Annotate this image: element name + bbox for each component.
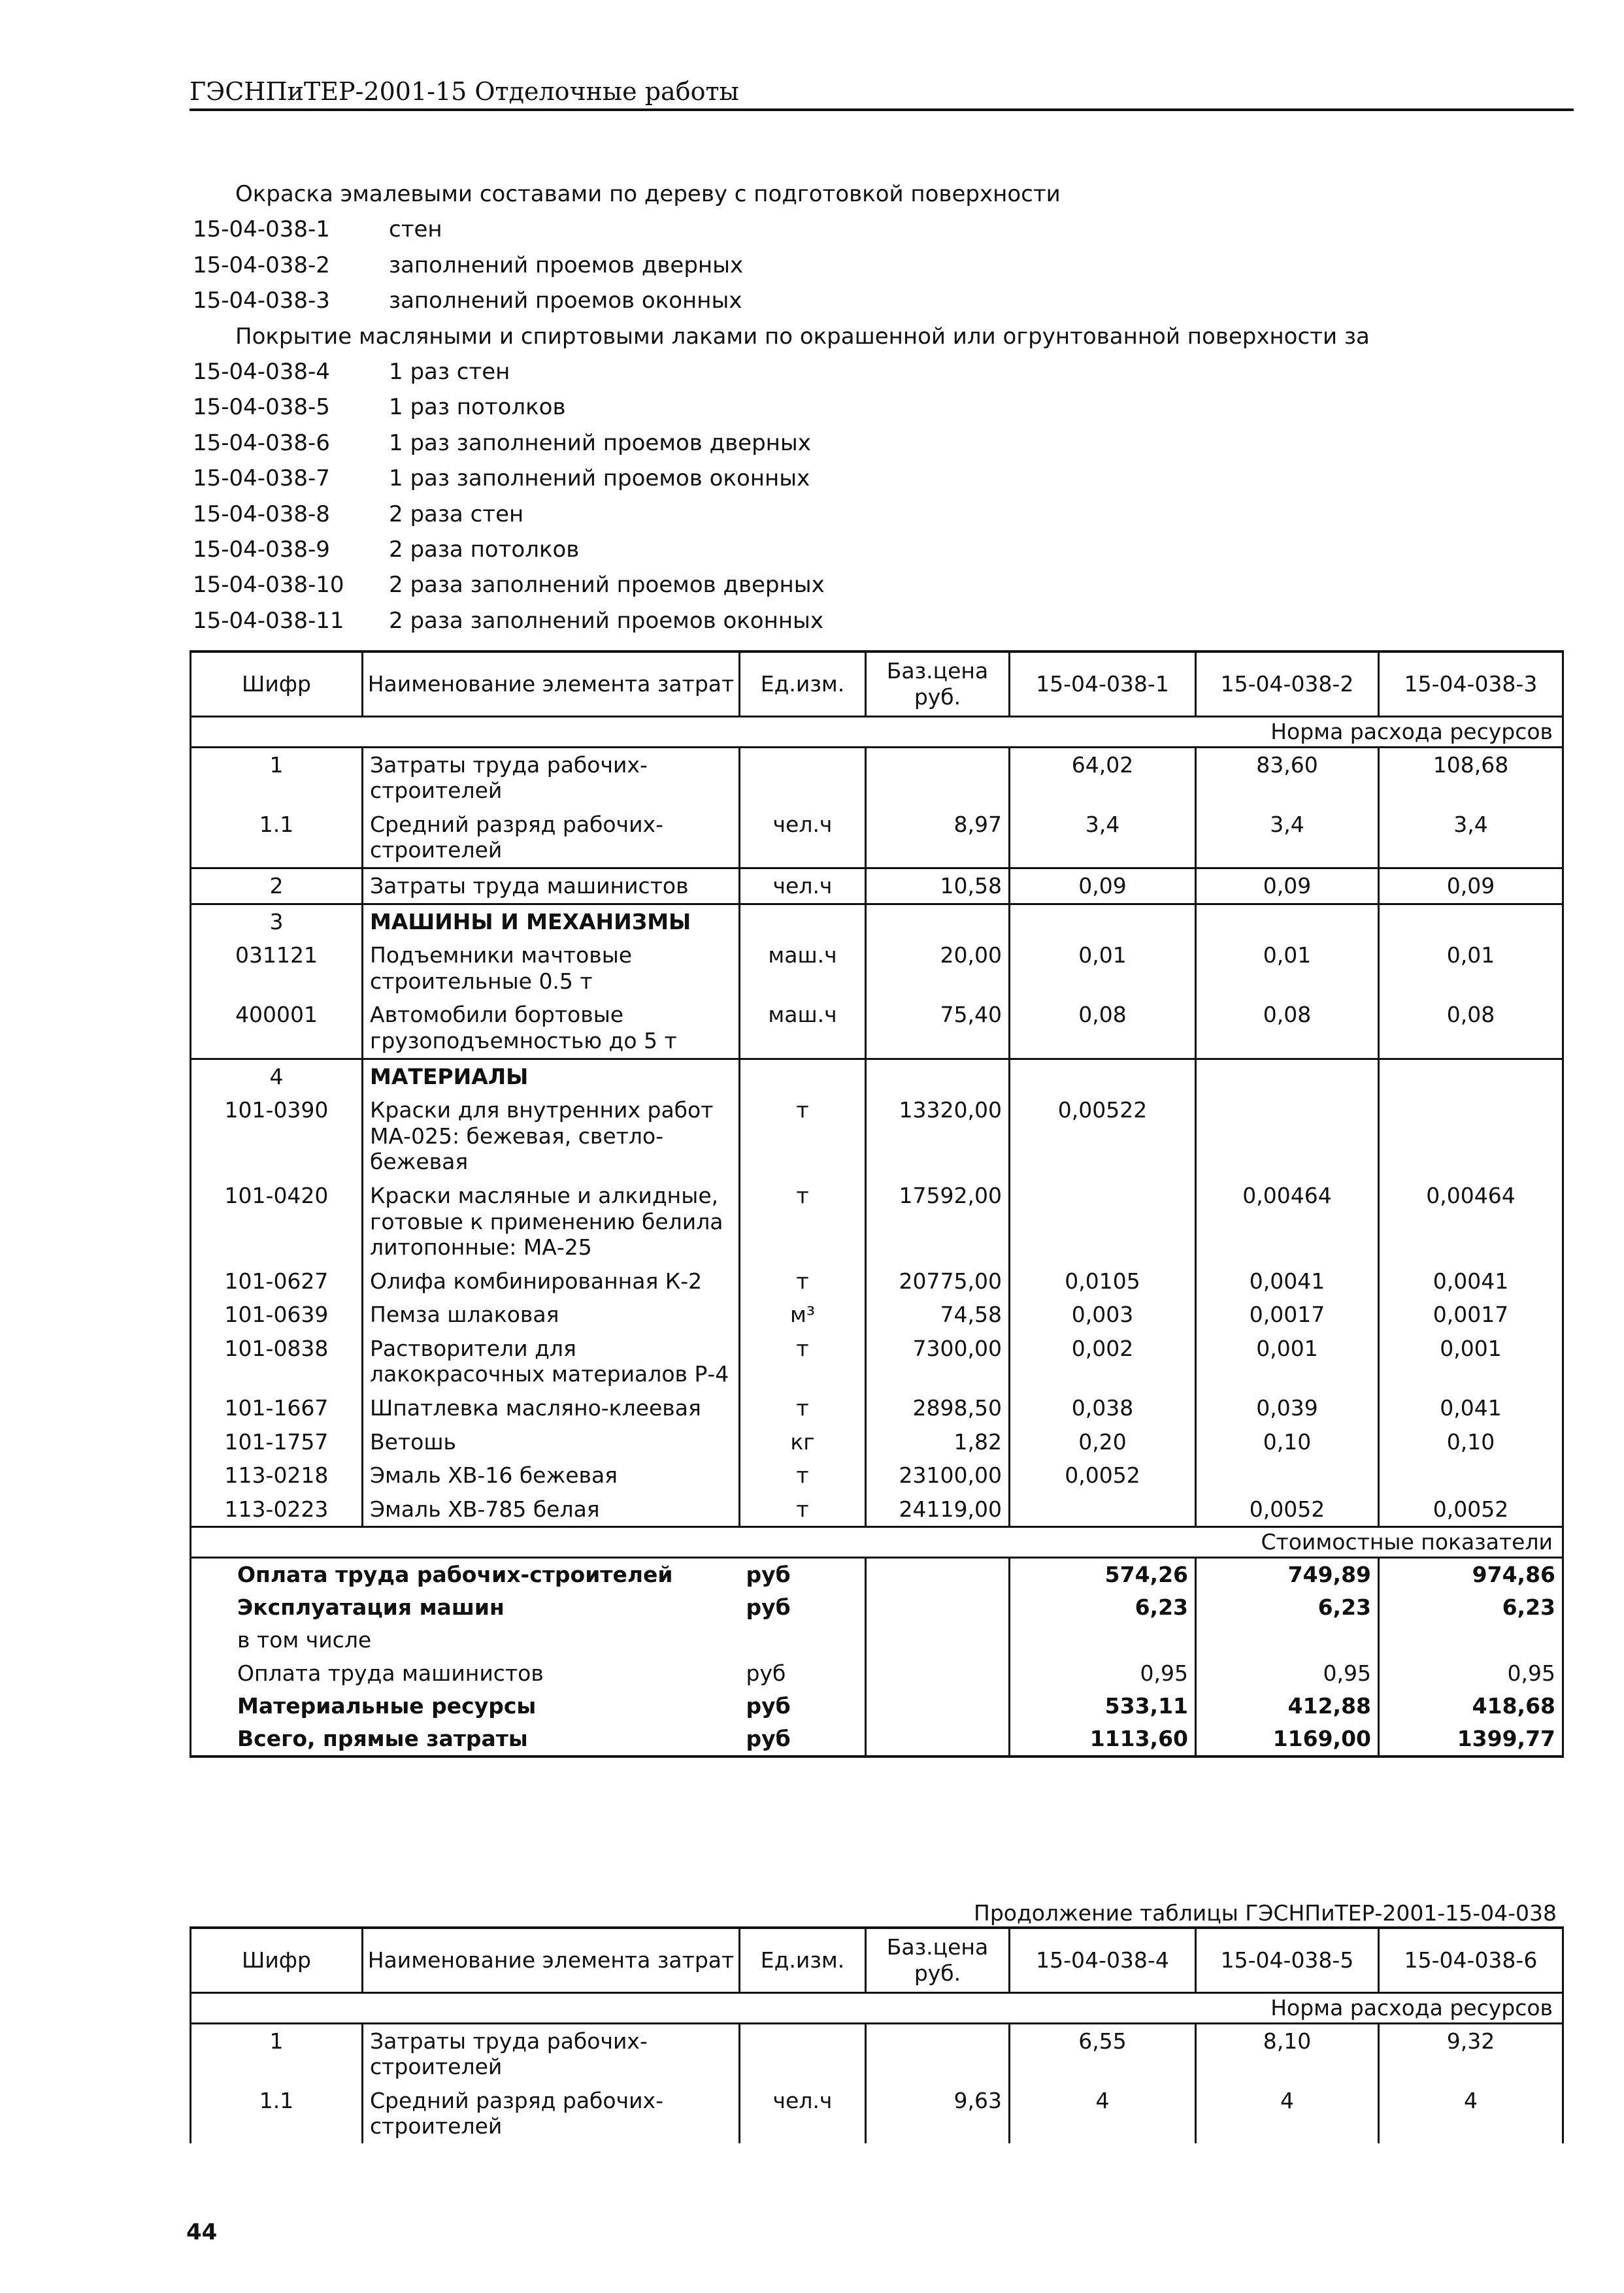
row-price bbox=[866, 747, 1010, 808]
cost-price bbox=[866, 1723, 1010, 1757]
cost-value: 0,95 bbox=[1379, 1657, 1563, 1690]
header-rule bbox=[190, 108, 1574, 111]
resource-table-continued bbox=[190, 1926, 1564, 2143]
table-body bbox=[191, 2023, 1563, 2143]
row-code: 101-1667 bbox=[191, 1391, 363, 1425]
table-row bbox=[191, 868, 1563, 904]
intro-code: 15-04-038-7 bbox=[193, 465, 330, 492]
row-value: 0,08 bbox=[1196, 998, 1379, 1059]
row-name: Эмаль ХВ-785 белая bbox=[363, 1493, 740, 1527]
cost-value: 1113,60 bbox=[1010, 1723, 1196, 1757]
intro-item bbox=[193, 532, 1370, 567]
row-value: 3,4 bbox=[1379, 808, 1563, 868]
intro-code: 15-04-038-4 bbox=[193, 359, 330, 386]
table-row bbox=[191, 1264, 1563, 1298]
row-price: 20775,00 bbox=[866, 1264, 1010, 1298]
row-value: 6,55 bbox=[1010, 2023, 1196, 2084]
table-row bbox=[191, 2023, 1563, 2084]
row-unit: чел.ч bbox=[740, 808, 866, 868]
row-code: 101-0390 bbox=[191, 1093, 363, 1179]
row-value bbox=[1196, 1093, 1379, 1179]
row-unit: кг bbox=[740, 1425, 866, 1459]
row-unit: т bbox=[740, 1332, 866, 1391]
continuation-caption: Продолжение таблицы ГЭСНПиТЕР-2001-15-04-038 bbox=[974, 1900, 1557, 1926]
row-value: 0,002 bbox=[1010, 1332, 1196, 1391]
row-price: 20,00 bbox=[866, 938, 1010, 998]
row-unit: т bbox=[740, 1493, 866, 1527]
row-value: 0,0052 bbox=[1196, 1493, 1379, 1527]
table-row bbox=[191, 2084, 1563, 2143]
row-name: МАШИНЫ И МЕХАНИЗМЫ bbox=[363, 904, 740, 938]
intro-text: 1 раз заполнений проемов оконных bbox=[389, 465, 810, 492]
row-price bbox=[866, 1059, 1010, 1093]
cost-value: 6,23 bbox=[1379, 1591, 1563, 1624]
row-code: 113-0223 bbox=[191, 1493, 363, 1527]
cost-unit: руб bbox=[740, 1690, 866, 1723]
cost-body bbox=[191, 1558, 1563, 1757]
row-name: Затраты труда рабочих-строителей bbox=[363, 2023, 740, 2084]
cost-label-row bbox=[191, 1527, 1563, 1558]
row-value: 0,041 bbox=[1379, 1391, 1563, 1425]
cost-row bbox=[191, 1690, 1563, 1723]
row-unit: т bbox=[740, 1093, 866, 1179]
row-value: 0,0041 bbox=[1196, 1264, 1379, 1298]
row-value: 0,0105 bbox=[1010, 1264, 1196, 1298]
row-unit: т bbox=[740, 1179, 866, 1264]
row-value: 0,01 bbox=[1196, 938, 1379, 998]
table-row bbox=[191, 1332, 1563, 1391]
intro-text: 1 раз заполнений проемов дверных bbox=[389, 429, 811, 456]
table-header-row bbox=[191, 1928, 1563, 1993]
row-price bbox=[866, 2023, 1010, 2084]
row-value: 0,0052 bbox=[1010, 1459, 1196, 1493]
row-value bbox=[1379, 1093, 1563, 1179]
row-value: 0,01 bbox=[1379, 938, 1563, 998]
intro-code: 15-04-038-1 bbox=[193, 216, 330, 243]
row-code: 101-1757 bbox=[191, 1425, 363, 1459]
row-value: 0,01 bbox=[1010, 938, 1196, 998]
cost-value bbox=[1010, 1624, 1196, 1657]
row-value: 0,0052 bbox=[1379, 1493, 1563, 1527]
intro-item bbox=[193, 461, 1370, 496]
intro-code: 15-04-038-9 bbox=[193, 536, 330, 563]
row-price: 7300,00 bbox=[866, 1332, 1010, 1391]
intro-code: 15-04-038-5 bbox=[193, 394, 330, 421]
table-row bbox=[191, 1459, 1563, 1493]
table-row bbox=[191, 808, 1563, 868]
cost-value bbox=[1196, 1624, 1379, 1657]
row-unit: т bbox=[740, 1459, 866, 1493]
row-value: 8,10 bbox=[1196, 2023, 1379, 2084]
row-value: 0,09 bbox=[1196, 868, 1379, 904]
row-code: 400001 bbox=[191, 998, 363, 1059]
row-name: Затраты труда рабочих-строителей bbox=[363, 747, 740, 808]
row-price: 10,58 bbox=[866, 868, 1010, 904]
cost-value: 749,89 bbox=[1196, 1558, 1379, 1592]
cost-price bbox=[866, 1690, 1010, 1723]
intro-heading-1: Окраска эмалевыми составами по дереву с подготовкой поверхности bbox=[235, 181, 1061, 207]
row-value: 0,20 bbox=[1010, 1425, 1196, 1459]
cost-label-cell: в том числе bbox=[191, 1624, 740, 1657]
cost-row bbox=[191, 1591, 1563, 1624]
row-name: МАТЕРИАЛЫ bbox=[363, 1059, 740, 1093]
table-row bbox=[191, 747, 1563, 808]
row-value bbox=[1010, 1493, 1196, 1527]
cost-label-cell: Материальные ресурсы bbox=[191, 1690, 740, 1723]
table-row bbox=[191, 1425, 1563, 1459]
table-body bbox=[191, 747, 1563, 1527]
row-name: Подъемники мачтовые строительные 0.5 т bbox=[363, 938, 740, 998]
row-value bbox=[1196, 904, 1379, 938]
intro-text: 2 раза заполнений проемов дверных bbox=[389, 572, 825, 599]
cost-unit bbox=[740, 1624, 866, 1657]
row-code: 101-0627 bbox=[191, 1264, 363, 1298]
row-price: 13320,00 bbox=[866, 1093, 1010, 1179]
row-value: 0,001 bbox=[1196, 1332, 1379, 1391]
intro-item bbox=[193, 354, 1370, 389]
row-code: 101-0420 bbox=[191, 1179, 363, 1264]
row-code: 113-0218 bbox=[191, 1459, 363, 1493]
col-header: Баз.цена руб. bbox=[866, 1928, 1010, 1993]
cost-value: 974,86 bbox=[1379, 1558, 1563, 1592]
row-price: 24119,00 bbox=[866, 1493, 1010, 1527]
cost-unit: руб bbox=[740, 1723, 866, 1757]
cost-row bbox=[191, 1723, 1563, 1757]
row-name: Краски масляные и алкидные, готовые к применению белила литопонные: МА-25 bbox=[363, 1179, 740, 1264]
cost-row bbox=[191, 1657, 1563, 1690]
row-value: 0,038 bbox=[1010, 1391, 1196, 1425]
row-code: 3 bbox=[191, 904, 363, 938]
cost-label-cell: Всего, прямые затраты bbox=[191, 1723, 740, 1757]
col-header: Наименование элемента затрат bbox=[363, 652, 740, 717]
row-code: 101-0838 bbox=[191, 1332, 363, 1391]
intro-item bbox=[193, 425, 1370, 461]
row-name: Затраты труда машинистов bbox=[363, 868, 740, 904]
row-code: 1 bbox=[191, 747, 363, 808]
row-value: 3,4 bbox=[1010, 808, 1196, 868]
cost-row bbox=[191, 1558, 1563, 1592]
cost-value: 1399,77 bbox=[1379, 1723, 1563, 1757]
intro-item bbox=[193, 212, 1370, 247]
row-value bbox=[1379, 1459, 1563, 1493]
row-value: 4 bbox=[1010, 2084, 1196, 2143]
row-value: 0,10 bbox=[1379, 1425, 1563, 1459]
row-value: 0,09 bbox=[1379, 868, 1563, 904]
norm-label-row bbox=[191, 717, 1563, 748]
table-row bbox=[191, 998, 1563, 1059]
intro-text: заполнений проемов дверных bbox=[389, 252, 744, 278]
row-value: 0,0017 bbox=[1379, 1298, 1563, 1332]
row-value: 108,68 bbox=[1379, 747, 1563, 808]
cost-value: 0,95 bbox=[1010, 1657, 1196, 1690]
row-code: 101-0639 bbox=[191, 1298, 363, 1332]
table-row bbox=[191, 1059, 1563, 1093]
col-header: 15-04-038-3 bbox=[1379, 652, 1563, 717]
intro-text: стен bbox=[389, 216, 442, 243]
intro-text: 2 раза заполнений проемов оконных bbox=[389, 607, 824, 634]
row-value: 83,60 bbox=[1196, 747, 1379, 808]
row-name: Растворители для лакокрасочных материалов Р-4 bbox=[363, 1332, 740, 1391]
row-price: 74,58 bbox=[866, 1298, 1010, 1332]
cost-label: Стоимостные показатели bbox=[191, 1527, 1563, 1558]
row-value: 0,00464 bbox=[1196, 1179, 1379, 1264]
row-code: 4 bbox=[191, 1059, 363, 1093]
cost-label-cell: Оплата труда машинистов bbox=[191, 1657, 740, 1690]
row-value: 0,039 bbox=[1196, 1391, 1379, 1425]
cost-value: 0,95 bbox=[1196, 1657, 1379, 1690]
row-price bbox=[866, 904, 1010, 938]
intro-code: 15-04-038-11 bbox=[193, 607, 344, 634]
table-row bbox=[191, 904, 1563, 938]
intro-heading-2: Покрытие масляными и спиртовыми лаками по окрашенной или огрунтованной поверхности за bbox=[235, 323, 1370, 350]
table-row bbox=[191, 1298, 1563, 1332]
row-code: 1.1 bbox=[191, 808, 363, 868]
col-header: Ед.изм. bbox=[740, 652, 866, 717]
table-row bbox=[191, 1093, 1563, 1179]
row-name: Автомобили бортовые грузоподъемностью до 5 т bbox=[363, 998, 740, 1059]
cost-value: 1169,00 bbox=[1196, 1723, 1379, 1757]
row-unit bbox=[740, 1059, 866, 1093]
row-name: Ветошь bbox=[363, 1425, 740, 1459]
row-name: Олифа комбинированная К-2 bbox=[363, 1264, 740, 1298]
col-header: Шифр bbox=[191, 1928, 363, 1993]
norm-label-row bbox=[191, 1993, 1563, 2024]
row-unit: маш.ч bbox=[740, 998, 866, 1059]
row-value: 0,09 bbox=[1010, 868, 1196, 904]
intro-code: 15-04-038-3 bbox=[193, 288, 330, 314]
row-code: 2 bbox=[191, 868, 363, 904]
row-code: 1.1 bbox=[191, 2084, 363, 2143]
intro-item bbox=[193, 497, 1370, 532]
intro-code: 15-04-038-2 bbox=[193, 252, 330, 278]
intro-list bbox=[193, 176, 1370, 638]
col-header: 15-04-038-4 bbox=[1010, 1928, 1196, 1993]
row-value: 0,08 bbox=[1010, 998, 1196, 1059]
row-price: 23100,00 bbox=[866, 1459, 1010, 1493]
cost-label-cell: Оплата труда рабочих-строителей bbox=[191, 1558, 740, 1592]
row-unit bbox=[740, 747, 866, 808]
row-value: 3,4 bbox=[1196, 808, 1379, 868]
intro-text: 1 раз потолков bbox=[389, 394, 566, 421]
col-header: 15-04-038-2 bbox=[1196, 652, 1379, 717]
intro-item bbox=[193, 603, 1370, 638]
row-price: 75,40 bbox=[866, 998, 1010, 1059]
row-price: 2898,50 bbox=[866, 1391, 1010, 1425]
cost-unit: руб bbox=[740, 1591, 866, 1624]
row-value bbox=[1196, 1059, 1379, 1093]
cost-unit: руб bbox=[740, 1558, 866, 1592]
intro-text: 1 раз стен bbox=[389, 359, 510, 386]
intro-text: 2 раза стен bbox=[389, 501, 524, 527]
row-value bbox=[1379, 904, 1563, 938]
intro-code: 15-04-038-8 bbox=[193, 501, 330, 527]
row-unit bbox=[740, 904, 866, 938]
intro-item bbox=[193, 567, 1370, 602]
row-value: 9,32 bbox=[1379, 2023, 1563, 2084]
intro-code: 15-04-038-10 bbox=[193, 572, 344, 599]
row-unit: чел.ч bbox=[740, 868, 866, 904]
row-value bbox=[1379, 1059, 1563, 1093]
row-value: 0,00522 bbox=[1010, 1093, 1196, 1179]
intro-text: 2 раза потолков bbox=[389, 536, 580, 563]
intro-item bbox=[193, 389, 1370, 425]
row-price: 8,97 bbox=[866, 808, 1010, 868]
col-header: 15-04-038-5 bbox=[1196, 1928, 1379, 1993]
col-header: Наименование элемента затрат bbox=[363, 1928, 740, 1993]
page-header: ГЭСНПиТЕР-2001-15 Отделочные работы bbox=[190, 77, 739, 106]
intro-item bbox=[193, 248, 1370, 283]
row-value: 0,08 bbox=[1379, 998, 1563, 1059]
cost-value bbox=[1379, 1624, 1563, 1657]
norm-label: Норма расхода ресурсов bbox=[191, 1993, 1563, 2024]
row-unit: т bbox=[740, 1391, 866, 1425]
row-value bbox=[1010, 904, 1196, 938]
row-unit: м³ bbox=[740, 1298, 866, 1332]
row-code: 1 bbox=[191, 2023, 363, 2084]
cost-value: 6,23 bbox=[1010, 1591, 1196, 1624]
cost-price bbox=[866, 1624, 1010, 1657]
cost-row bbox=[191, 1624, 1563, 1657]
table-row bbox=[191, 1391, 1563, 1425]
row-value: 64,02 bbox=[1010, 747, 1196, 808]
cost-price bbox=[866, 1657, 1010, 1690]
intro-code: 15-04-038-6 bbox=[193, 429, 330, 456]
row-value: 0,00464 bbox=[1379, 1179, 1563, 1264]
row-name: Шпатлевка масляно-клеевая bbox=[363, 1391, 740, 1425]
col-header: 15-04-038-1 bbox=[1010, 652, 1196, 717]
cost-value: 574,26 bbox=[1010, 1558, 1196, 1592]
row-value: 4 bbox=[1196, 2084, 1379, 2143]
cost-label-cell: Эксплуатация машин bbox=[191, 1591, 740, 1624]
col-header: Баз.цена руб. bbox=[866, 652, 1010, 717]
row-code: 031121 bbox=[191, 938, 363, 998]
table-row bbox=[191, 938, 1563, 998]
row-name: Краски для внутренних работ МА-025: бежевая, светло-бежевая bbox=[363, 1093, 740, 1179]
row-value bbox=[1196, 1459, 1379, 1493]
row-value bbox=[1010, 1179, 1196, 1264]
row-unit: т bbox=[740, 1264, 866, 1298]
row-value: 4 bbox=[1379, 2084, 1563, 2143]
row-name: Средний разряд рабочих-строителей bbox=[363, 2084, 740, 2143]
row-name: Средний разряд рабочих-строителей bbox=[363, 808, 740, 868]
row-value: 0,0041 bbox=[1379, 1264, 1563, 1298]
row-price: 1,82 bbox=[866, 1425, 1010, 1459]
resource-table bbox=[190, 650, 1564, 1758]
row-value: 0,003 bbox=[1010, 1298, 1196, 1332]
row-value: 0,001 bbox=[1379, 1332, 1563, 1391]
col-header: Шифр bbox=[191, 652, 363, 717]
row-value bbox=[1010, 1059, 1196, 1093]
col-header: Ед.изм. bbox=[740, 1928, 866, 1993]
intro-text: заполнений проемов оконных bbox=[389, 288, 742, 314]
norm-label: Норма расхода ресурсов bbox=[191, 717, 1563, 748]
row-name: Эмаль ХВ-16 бежевая bbox=[363, 1459, 740, 1493]
table-header-row bbox=[191, 652, 1563, 717]
page-number: 44 bbox=[186, 2219, 218, 2245]
cost-value: 533,11 bbox=[1010, 1690, 1196, 1723]
table-row bbox=[191, 1493, 1563, 1527]
col-header: 15-04-038-6 bbox=[1379, 1928, 1563, 1993]
row-price: 17592,00 bbox=[866, 1179, 1010, 1264]
cost-unit: руб bbox=[740, 1657, 866, 1690]
row-unit: чел.ч bbox=[740, 2084, 866, 2143]
row-unit: маш.ч bbox=[740, 938, 866, 998]
row-price: 9,63 bbox=[866, 2084, 1010, 2143]
intro-item bbox=[193, 283, 1370, 318]
row-unit bbox=[740, 2023, 866, 2084]
table-row bbox=[191, 1179, 1563, 1264]
cost-price bbox=[866, 1591, 1010, 1624]
cost-value: 418,68 bbox=[1379, 1690, 1563, 1723]
row-name: Пемза шлаковая bbox=[363, 1298, 740, 1332]
cost-price bbox=[866, 1558, 1010, 1592]
cost-value: 6,23 bbox=[1196, 1591, 1379, 1624]
row-value: 0,10 bbox=[1196, 1425, 1379, 1459]
row-value: 0,0017 bbox=[1196, 1298, 1379, 1332]
cost-value: 412,88 bbox=[1196, 1690, 1379, 1723]
